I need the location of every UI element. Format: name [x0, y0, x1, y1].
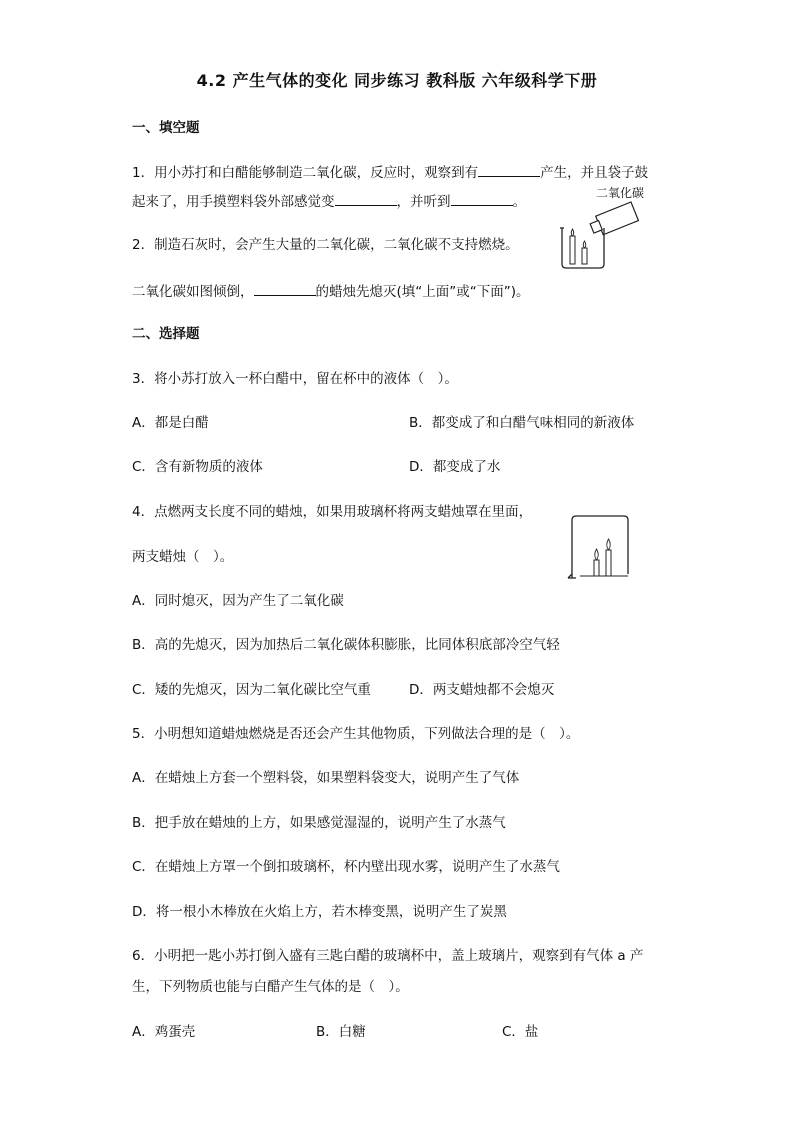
q6-option-b[interactable]: B．白糖	[316, 1024, 366, 1040]
q1-text-line2c: 。	[512, 194, 526, 210]
q1-text-line2b: ，并听到	[396, 194, 451, 210]
question-2-line-1: 2．制造石灰时，会产生大量的二氧化碳，二氧化碳不支持燃烧。	[132, 237, 519, 253]
q2-text-line2b: 的蜡烛先熄灭(填“上面”或“下面”)。	[315, 284, 530, 300]
q5-option-d[interactable]: D．将一根小木棒放在火焰上方，若木棒变黑，说明产生了炭黑	[132, 904, 507, 920]
q2-text-line2a: 二氧化碳如图倾倒，	[132, 284, 254, 300]
q4-option-a[interactable]: A．同时熄灭，因为产生了二氧化碳	[132, 593, 344, 609]
co2-figure-label: 二氧化碳	[596, 186, 645, 200]
question-6-stem-line-1: 6．小明把一匙小苏打倒入盛有三匙白醋的玻璃杯中，盖上玻璃片，观察到有气体 a 产	[132, 948, 644, 964]
q5-option-c[interactable]: C．在蜡烛上方罩一个倒扣玻璃杯，杯内壁出现水雾，说明产生了水蒸气	[132, 859, 560, 875]
q1-blank-3[interactable]	[451, 191, 513, 206]
question-1-line-2	[132, 191, 526, 211]
q1-text-part2: 产生，并且袋子鼓	[540, 165, 649, 181]
q2-blank[interactable]	[254, 281, 316, 296]
q1-text-line2a: 起来了，用手摸塑料袋外部感觉变	[132, 194, 335, 210]
question-1-line-1	[132, 162, 648, 182]
question-4-stem-line-1: 4．点燃两支长度不同的蜡烛，如果用玻璃杯将两支蜡烛罩在里面，	[132, 504, 533, 520]
question-2-line-2	[132, 281, 530, 301]
question-6-stem-line-2: 生，下列物质也能与白醋产生气体的是（ ）。	[132, 979, 409, 995]
q4-option-b[interactable]: B．高的先熄灭，因为加热后二氧化碳体积膨胀，比同体积底部冷空气轻	[132, 637, 560, 653]
q1-text-part1: 1．用小苏打和白醋能够制造二氧化碳，反应时，观察到有	[132, 165, 479, 181]
q4-option-d[interactable]: D．两支蜡烛都不会熄灭	[409, 682, 555, 698]
q6-option-c[interactable]: C．盐	[502, 1024, 539, 1040]
page-title: 4.2 产生气体的变化 同步练习 教科版 六年级科学下册	[196, 71, 598, 90]
section-heading-fill-in: 一、填空题	[132, 120, 200, 136]
q1-blank-1[interactable]	[478, 162, 540, 177]
section-heading-choice: 二、选择题	[132, 326, 200, 342]
q1-blank-2[interactable]	[335, 191, 397, 206]
q6-option-a[interactable]: A．鸡蛋壳	[132, 1024, 196, 1040]
glass-over-candles-figure	[566, 512, 634, 582]
q3-option-d[interactable]: D．都变成了水	[409, 459, 501, 475]
inverted-glass-candles-icon	[566, 512, 634, 582]
question-5-stem: 5．小明想知道蜡烛燃烧是否还会产生其他物质，下列做法合理的是（ ）。	[132, 726, 580, 742]
question-3-stem: 3．将小苏打放入一杯白醋中，留在杯中的液体（ ）。	[132, 371, 458, 387]
beaker-candles-icon	[556, 184, 656, 270]
question-4-stem-line-2: 两支蜡烛（ ）。	[132, 549, 234, 565]
q3-option-c[interactable]: C．含有新物质的液体	[132, 459, 263, 475]
q5-option-a[interactable]: A．在蜡烛上方套一个塑料袋，如果塑料袋变大，说明产生了气体	[132, 770, 520, 786]
q3-option-b[interactable]: B．都变成了和白醋气味相同的新液体	[409, 415, 635, 431]
q5-option-b[interactable]: B．把手放在蜡烛的上方，如果感觉湿湿的，说明产生了水蒸气	[132, 815, 506, 831]
co2-pouring-figure	[556, 184, 656, 270]
q3-option-a[interactable]: A．都是白醋	[132, 415, 209, 431]
q4-option-c[interactable]: C．矮的先熄灭，因为二氧化碳比空气重	[132, 682, 371, 698]
